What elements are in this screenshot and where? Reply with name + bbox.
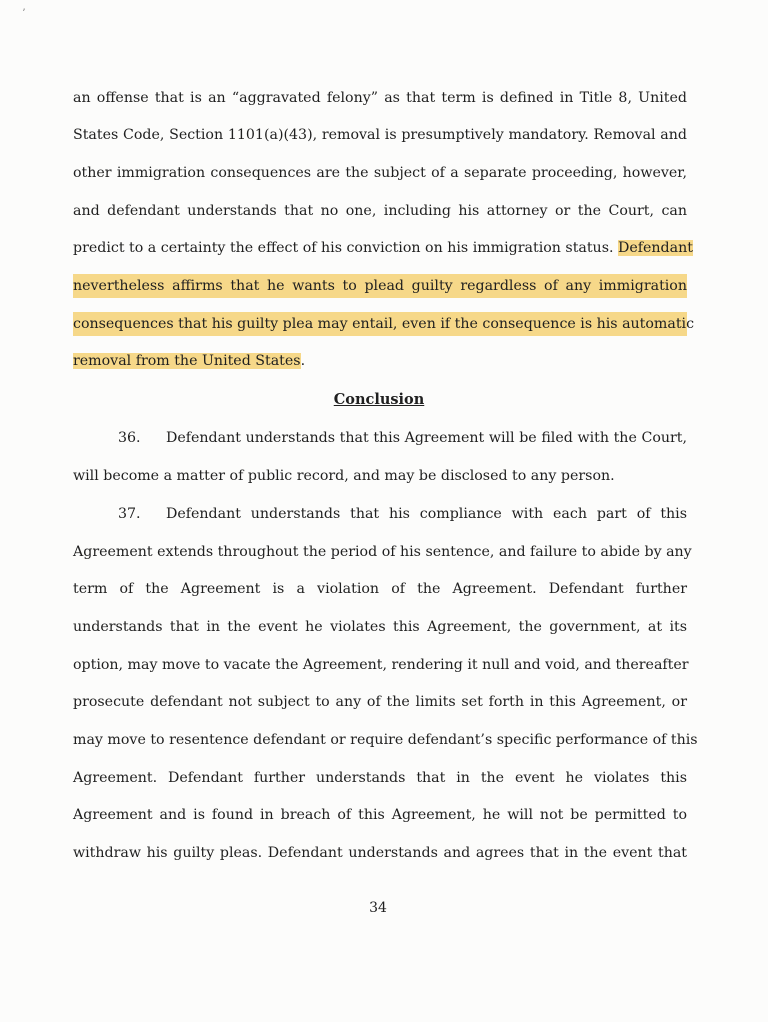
paragraph-number: 37. — [118, 506, 141, 522]
text-line-content: Agreement extends throughout the period of his sentence, and failure to abide by any — [73, 544, 692, 560]
text-line-content: Agreement. Defendant further understands that in the event he violates this — [73, 770, 687, 786]
plain-text: . — [300, 353, 306, 369]
text-line — [0, 274, 768, 298]
text-line — [0, 349, 768, 373]
paragraph-37-first-line — [0, 502, 768, 526]
plain-text: Defendant understands that his compliance with each part of this — [166, 506, 687, 522]
stray-mark: ʼ — [22, 8, 26, 19]
text-line-content: withdraw his guilty pleas. Defendant understands and agrees that in the event that — [73, 845, 687, 861]
text-line — [0, 86, 768, 110]
text-line — [0, 615, 768, 639]
text-line — [0, 199, 768, 223]
text-line — [0, 803, 768, 827]
text-line — [0, 728, 768, 752]
text-line — [0, 653, 768, 677]
text-line — [0, 577, 768, 601]
text-line-content: may move to resentence defendant or require defendant’s specific performance of this — [73, 732, 698, 748]
paragraph-number: 36. — [118, 430, 141, 446]
highlighted-text: consequences that his guilty plea may entail, even if the consequence is his automatic — [73, 312, 687, 336]
text-line-content: an offense that is an “aggravated felony” as that term is defined in Title 8, United — [73, 90, 687, 106]
text-line — [0, 123, 768, 147]
text-line-content: option, may move to vacate the Agreement, rendering it null and void, and thereafter — [73, 657, 689, 673]
highlighted-text: nevertheless affirms that he wants to plead guilty regardless of any immigration — [73, 274, 687, 298]
highlighted-text: removal from the United States — [73, 353, 301, 369]
highlighted-text: Defendant — [618, 240, 693, 256]
text-line-content: States Code, Section 1101(a)(43), removal is presumptively mandatory. Removal and — [73, 127, 687, 143]
page-number: 34 — [369, 900, 387, 916]
plain-text: Defendant understands that this Agreement will be filed with the Court, — [166, 430, 687, 446]
text-line-content: will become a matter of public record, and may be disclosed to any person. — [73, 468, 615, 484]
text-line — [0, 690, 768, 714]
text-line — [0, 841, 768, 865]
text-line — [0, 161, 768, 185]
plain-text: predict to a certainty the effect of his conviction on his immigration status. — [73, 240, 618, 256]
text-line — [0, 464, 768, 488]
text-line-content — [118, 426, 687, 450]
text-line-content — [118, 502, 687, 526]
text-line — [0, 540, 768, 564]
section-heading: Conclusion — [333, 391, 425, 408]
text-line — [0, 312, 768, 336]
text-line-content: term of the Agreement is a violation of the Agreement. Defendant further — [73, 581, 687, 597]
text-line-content: and defendant understands that no one, including his attorney or the Court, can — [73, 203, 687, 219]
text-line — [0, 766, 768, 790]
text-line-content: understands that in the event he violates this Agreement, the government, at its — [73, 619, 687, 635]
text-line-content: other immigration consequences are the subject of a separate proceeding, however, — [73, 165, 687, 181]
paragraph-36-first-line — [0, 426, 768, 450]
text-line-content — [73, 349, 305, 373]
text-line-content — [73, 236, 693, 260]
text-line — [0, 236, 768, 260]
text-line-content: Agreement and is found in breach of this Agreement, he will not be permitted to — [73, 807, 687, 823]
text-line-content: prosecute defendant not subject to any of the limits set forth in this Agreement, or — [73, 694, 687, 710]
